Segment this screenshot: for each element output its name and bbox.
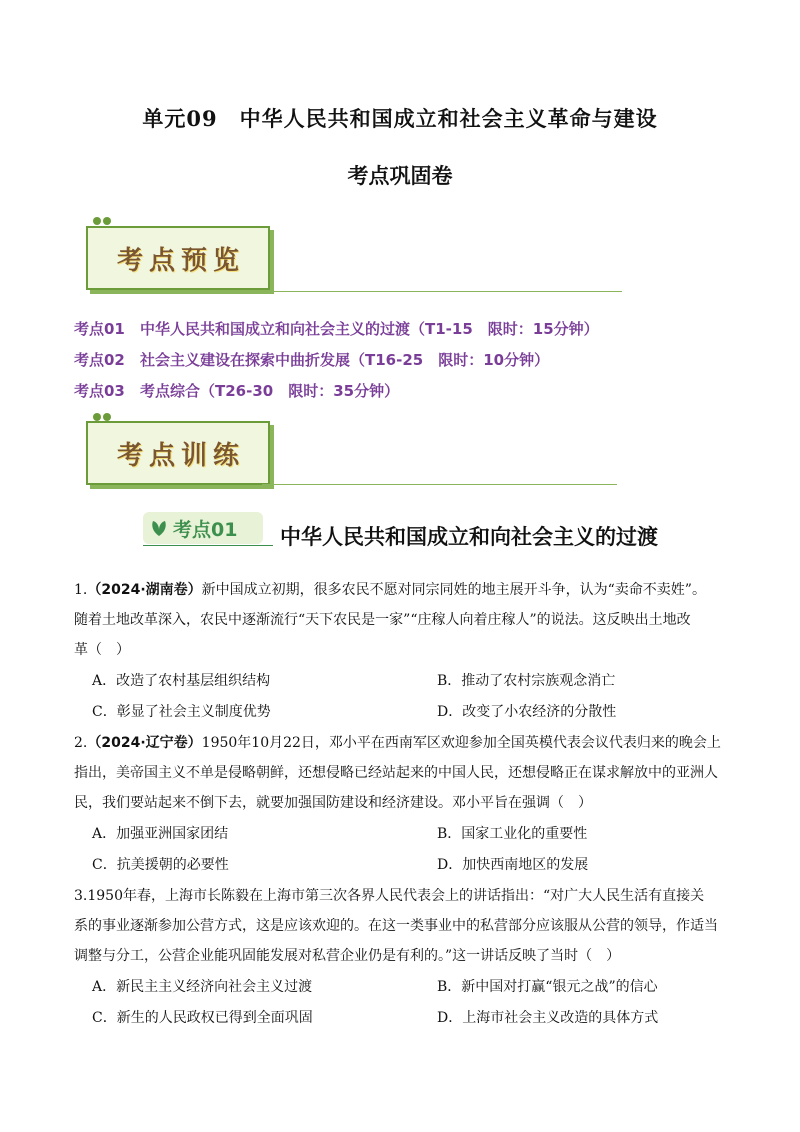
option-a: A．加强亚洲国家团结 (92, 826, 229, 842)
question-text: 1950年10月22日，邓小平在西南军区欢迎参加全国英模代表会议代表归来的晚会上 (201, 735, 721, 751)
preview-badge-char: 点 (148, 245, 175, 276)
divider-line (262, 291, 622, 292)
question-text: 新中国成立初期，很多农民不愿对同宗同姓的地主展开斗争，认为“卖命不卖姓”。 (201, 582, 706, 598)
question-text: 指出，美帝国主义不单是侵略朝鲜，还想侵略已经站起来的中国人民，还想侵略正在谋求解放中的亚洲人 (74, 765, 718, 781)
toc-number: 考点02 (74, 351, 125, 369)
question-text: 革（ ） (74, 642, 130, 658)
section-underline (143, 545, 273, 546)
toc-item (74, 380, 399, 401)
train-badge-char: 练 (213, 440, 240, 471)
option-d: D．加快西南地区的发展 (437, 857, 589, 873)
question-source: （2024·湖南卷） (87, 582, 202, 598)
section-label-text: 考点01 (173, 518, 238, 541)
page-title: 单元09 中华人民共和国成立和社会主义革命与建设 (142, 106, 658, 131)
option-c: C．彰显了社会主义制度优势 (92, 704, 271, 720)
section-title: 中华人民共和国成立和向社会主义的过渡 (280, 525, 658, 549)
divider-line (262, 484, 617, 485)
train-badge-char: 训 (181, 440, 208, 471)
question-text: 系的事业逐渐参加公营方式，这是应该欢迎的。在这一类事业中的私营部分应该服从公营的领导，作适当 (74, 918, 718, 934)
option-a: A．新民主主义经济向社会主义过渡 (92, 979, 313, 995)
train-badge-char: 考 (116, 440, 143, 471)
toc-item (74, 318, 599, 339)
toc-text: 中华人民共和国成立和向社会主义的过渡（T1-15 限时：15分钟） (140, 320, 599, 338)
question-2 (74, 728, 728, 818)
toc-text: 考点综合（T26-30 限时：35分钟） (140, 382, 400, 400)
option-c: C．抗美援朝的必要性 (92, 857, 229, 873)
question-3 (74, 881, 728, 971)
preview-badge-char: 览 (213, 245, 240, 276)
question-source: （2024·辽宁卷） (87, 735, 202, 751)
page-subtitle: 考点巩固卷 (347, 163, 453, 188)
option-a: A．改造了农村基层组织结构 (92, 673, 271, 689)
question-1 (74, 575, 728, 665)
preview-badge (86, 226, 270, 290)
section-label (143, 512, 263, 544)
question-number: 1. (74, 582, 88, 598)
toc-text: 社会主义建设在探索中曲折发展（T16-25 限时：10分钟） (140, 351, 550, 369)
question-text: 1950年春，上海市长陈毅在上海市第三次各界人民代表会上的讲话指出：“对广大人民生活有直接关 (87, 888, 705, 904)
question-text: 调整与分工，公营企业能巩固能发展对私营企业仍是有利的。”这一讲话反映了当时（ ） (74, 948, 621, 964)
question-number: 2. (74, 735, 88, 751)
option-b: B．国家工业化的重要性 (437, 826, 588, 842)
leaf-icon (149, 518, 169, 538)
option-b: B．推动了农村宗族观念消亡 (437, 673, 616, 689)
question-number: 3. (74, 888, 88, 904)
option-d: D．上海市社会主义改造的具体方式 (437, 1010, 659, 1026)
toc-number: 考点01 (74, 320, 125, 338)
toc-number: 考点03 (74, 382, 125, 400)
preview-badge-char: 预 (181, 245, 208, 276)
option-c: C．新生的人民政权已得到全面巩固 (92, 1010, 313, 1026)
train-badge-char: 点 (148, 440, 175, 471)
train-badge (86, 421, 270, 485)
question-text: 民，我们要站起来不倒下去，就要加强国防建设和经济建设。邓小平旨在强调（ ） (74, 795, 592, 811)
option-d: D．改变了小农经济的分散性 (437, 704, 617, 720)
preview-badge-char: 考 (116, 245, 143, 276)
question-text: 随着土地改革深入，农民中逐渐流行“天下农民是一家”“庄稼人向着庄稼人”的说法。这反映出土地改 (74, 612, 691, 628)
toc-item (74, 349, 549, 370)
option-b: B．新中国对打赢“银元之战”的信心 (437, 979, 658, 995)
